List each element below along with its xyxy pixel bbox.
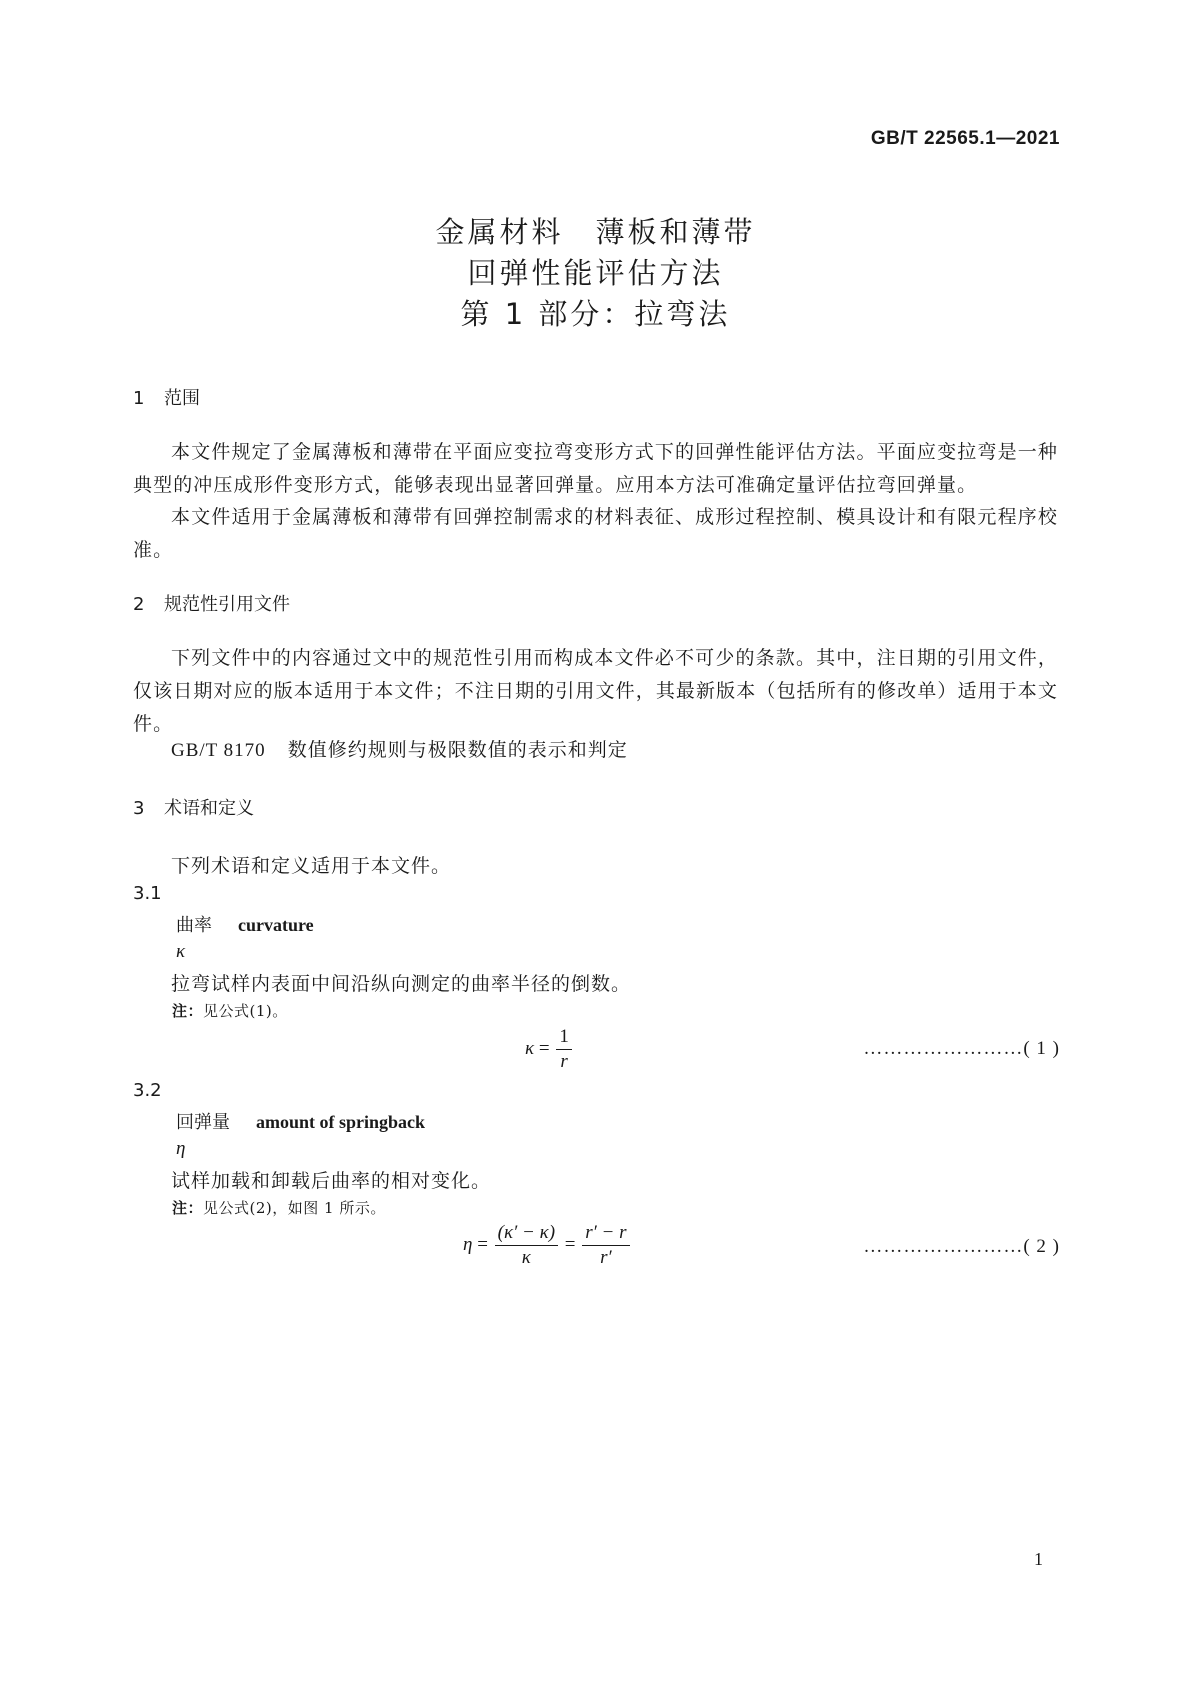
note-text: 见公式(2)，如图 1 所示。: [203, 1199, 386, 1217]
fraction-denominator: r: [560, 1051, 568, 1072]
scope-paragraph-2: 本文件适用于金属薄板和薄带有回弹控制需求的材料表征、成形过程控制、模具设计和有限元程序校准。: [133, 506, 1058, 561]
formula-1: [525, 1026, 574, 1073]
section-title: 规范性引用文件: [164, 594, 290, 615]
fraction-numerator: r′ − r: [582, 1222, 629, 1246]
equation-label: ( 2 ): [1023, 1236, 1060, 1257]
note-label: 注：: [172, 1199, 204, 1217]
section-2-heading: [133, 590, 290, 616]
formula-equals: =: [564, 1233, 576, 1255]
term-note: [172, 1197, 386, 1218]
fraction-denominator: r′: [600, 1247, 612, 1268]
formula-fraction-2: [582, 1222, 629, 1269]
terms-intro: 下列术语和定义适用于本文件。: [171, 855, 452, 877]
leader-dots: ……………………: [863, 1038, 1024, 1059]
equation-label: ( 1 ): [1023, 1038, 1060, 1059]
note-text: 见公式(1)。: [203, 1002, 288, 1020]
equation-number-2: [863, 1236, 1060, 1258]
term-number: 3.1: [133, 883, 162, 904]
section-number: 1: [133, 388, 145, 409]
formula-fraction: [556, 1026, 572, 1073]
standard-number: GB/T 22565.1—2021: [870, 128, 1060, 149]
formula-lhs: κ: [525, 1037, 535, 1059]
formula-equals: =: [477, 1233, 488, 1255]
equation-number-1: [863, 1038, 1060, 1060]
term-symbol: η: [176, 1138, 186, 1159]
term-en: curvature: [238, 915, 314, 935]
section-number: 3: [133, 798, 145, 819]
leader-dots: ……………………: [863, 1236, 1024, 1257]
term-3-2: [176, 1108, 425, 1134]
section-number: 2: [133, 594, 145, 615]
term-en: amount of springback: [256, 1112, 426, 1132]
section-title: 术语和定义: [164, 798, 254, 819]
term-number: 3.2: [133, 1080, 162, 1101]
term-symbol: κ: [176, 941, 186, 962]
fraction-numerator: 1: [556, 1026, 572, 1050]
formula-equals: =: [538, 1037, 550, 1059]
section-1-heading: [133, 384, 200, 410]
reference-item: [171, 735, 628, 762]
term-note: [172, 1000, 288, 1021]
title-line-3: 第 1 部分：拉弯法: [460, 297, 731, 331]
section-title: 范围: [164, 388, 200, 409]
term-3-1: [176, 911, 314, 937]
formula-2: [463, 1222, 632, 1269]
term-zh: 曲率: [176, 915, 212, 936]
reference-title: 数值修约规则与极限数值的表示和判定: [287, 739, 628, 761]
section-3-heading: [133, 794, 254, 820]
note-label: 注：: [172, 1002, 204, 1020]
title-line-1: 金属材料 薄板和薄带: [435, 215, 756, 249]
reference-code: GB/T 8170: [171, 740, 266, 761]
fraction-numerator: (κ′ − κ): [495, 1222, 558, 1246]
title-line-2: 回弹性能评估方法: [467, 256, 724, 290]
page-number: 1: [1034, 1549, 1043, 1569]
fraction-denominator: κ: [521, 1247, 531, 1268]
scope-paragraph-1: 本文件规定了金属薄板和薄带在平面应变拉弯变形方式下的回弹性能评估方法。平面应变拉弯是一种典型的冲压成形件变形方式，能够表现出显著回弹量。应用本方法可准确定量评估拉弯回弹量。: [133, 441, 1058, 496]
formula-lhs: η: [463, 1233, 473, 1255]
normative-references-paragraph: 下列文件中的内容通过文中的规范性引用而构成本文件必不可少的条款。其中，注日期的引用文件，仅该日期对应的版本适用于本文件；不注日期的引用文件，其最新版本（包括所有的修改单）适用于本文件。: [133, 647, 1058, 735]
formula-fraction-1: [495, 1222, 558, 1269]
term-definition: 试样加载和卸载后曲率的相对变化。: [171, 1170, 492, 1192]
term-definition: 拉弯试样内表面中间沿纵向测定的曲率半径的倒数。: [171, 973, 632, 995]
term-zh: 回弹量: [176, 1112, 230, 1133]
